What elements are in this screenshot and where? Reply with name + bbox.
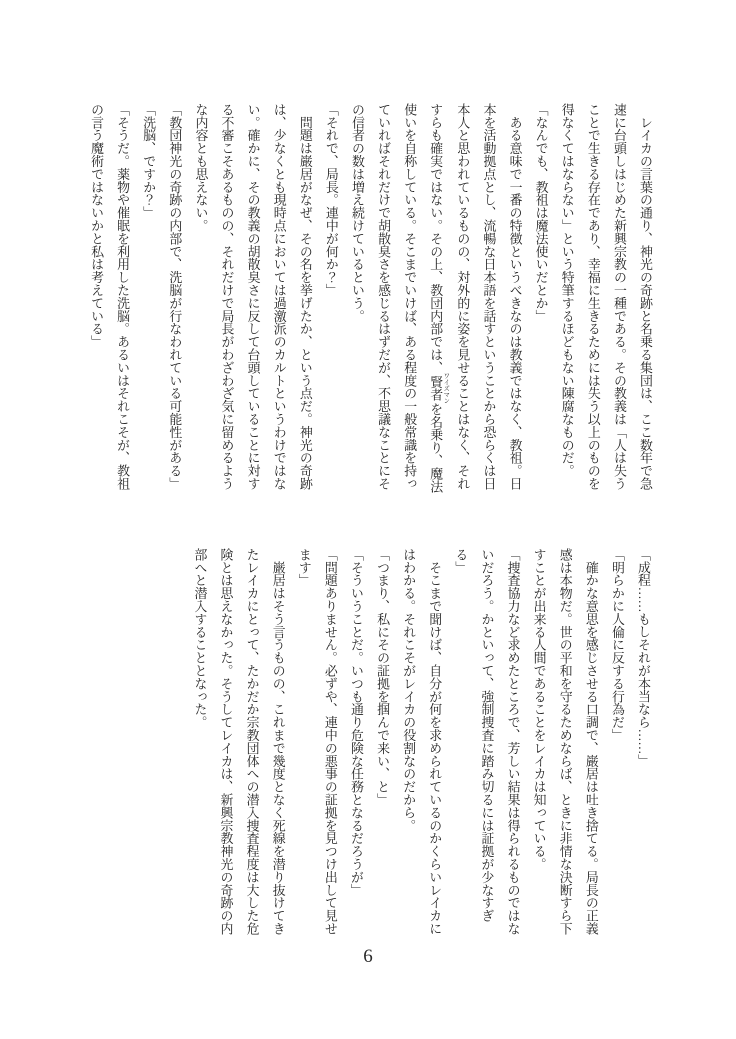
text-line: の信者の数は増え続けているという。 xyxy=(349,103,364,323)
text-line: は、少なくとも現時点においては過激派のカルトというわけではな xyxy=(271,103,286,490)
text-line: 「教団神光の奇跡の内部で、洗脳が行なわれている可能性がある」 xyxy=(167,103,182,490)
text-line: たレイカにとって、たかだか宗教団体への潜入捜査程度は大した危 xyxy=(244,548,259,935)
page-number: 6 xyxy=(363,946,373,967)
text-line: る不審こそあるものの、それだけで局長がわざわざ気に留めるよう xyxy=(219,103,234,490)
text-line: 本を活動拠点とし、流暢な日本語を話すということから恐らくは日 xyxy=(481,103,496,490)
text-line: い。確かに、その教義の胡散臭さに反して台頭していることに対す xyxy=(245,103,260,490)
text-line: な内容とも思えない。 xyxy=(193,103,208,232)
text-line: はわかる。それこそがレイカの役割なのだから。 xyxy=(401,548,416,832)
ruby-annotation: 賢者 ワイズマン xyxy=(428,372,450,404)
text-line: すことが出来る人間であることをレイカは知っている。 xyxy=(531,548,546,871)
text-line: すらも確実ではない。その上、教団内部では、賢者 ワイズマンを名乗り、魔法 xyxy=(428,103,450,493)
text-line: 「なんでも、教祖は魔法使いだとか」 xyxy=(533,103,548,323)
text-line: ある意味で一番の特徴というべきなのは教義ではなく、教祖。日 xyxy=(507,103,522,490)
text-line: 険とは思えなかった。そうしてレイカは、新興宗教神光の奇跡の内 xyxy=(218,548,233,935)
text-line: ていればそれだけで胡散臭さを感じるはずだが、不思議なことにそ xyxy=(376,103,391,490)
text-block-bottom xyxy=(186,548,656,938)
text-line: の言う魔術ではないかと私は考えている」 xyxy=(89,103,104,349)
text-line: 得なくてはならない」という特筆するほどもない陳腐なものだ。 xyxy=(559,103,574,478)
text-line: 速に台頭しはじめた新興宗教の一種である。その教義は「人は失う xyxy=(611,103,626,490)
text-line: レイカの言葉の通り、神光の奇跡と名乗る集団は、ここ数年で急 xyxy=(638,103,652,490)
text-line: 「成程……もしそれが本当なら……」 xyxy=(636,548,650,768)
text-line: 「そういうことだ。いつも通り危険な任務となるだろうが」 xyxy=(348,548,363,897)
text-line: 問題は巌居がなぜ、その名を挙げたか、という点だ。神光の奇跡 xyxy=(297,103,312,490)
text-line: 使いを自称している。そこまでいけば、ある程度の一般常識を持っ xyxy=(402,103,417,490)
text-line: 巌居はそう言うものの、これまで幾度となく死線を潜り抜けてき xyxy=(270,548,285,935)
text-line: 「問題ありません。必ずや、連中の悪事の証拠を見つけ出して見せ xyxy=(322,548,337,935)
text-line: 感は本物だ。世の平和を守るためならば、ときに非情な決断すら下 xyxy=(557,548,572,935)
text-line: 「そうだ。薬物や催眠を利用した洗脳。あるいはそれこそが、教祖 xyxy=(115,103,130,490)
text-line: 「それで、局長。連中が何か？」 xyxy=(323,103,338,297)
text-line: 「つまり、私にその証拠を掴んで来い、と」 xyxy=(375,548,390,806)
text-line: 確かな意思を感じさせる口調で、巌居は吐き捨てる。局長の正義 xyxy=(583,548,598,935)
text-line: る」 xyxy=(453,548,468,574)
text-line: 「捜査協力など求めたところで、芳しい結果は得られるものではな xyxy=(505,548,520,935)
text-line: ます」 xyxy=(296,548,311,587)
text-block-top xyxy=(83,103,658,493)
text-line: 本人と思われているものの、対外的に姿を見せることはなく、それ xyxy=(455,103,470,490)
text-line: 「洗脳、ですか？」 xyxy=(141,103,156,220)
text-line: 部へと潜入することとなった。 xyxy=(192,548,207,729)
text-line: そこまで聞けば、自分が何を求められているのかくらいレイカに xyxy=(427,548,442,935)
text-line: ことで生きる存在であり、幸福に生きるためには失う以上のものを xyxy=(585,103,600,490)
text-line: 「明らかに人倫に反する行為だ」 xyxy=(609,548,624,742)
text-line: いだろう。かといって、強制捜査に踏み切るには証拠が少なすぎ xyxy=(479,548,494,923)
